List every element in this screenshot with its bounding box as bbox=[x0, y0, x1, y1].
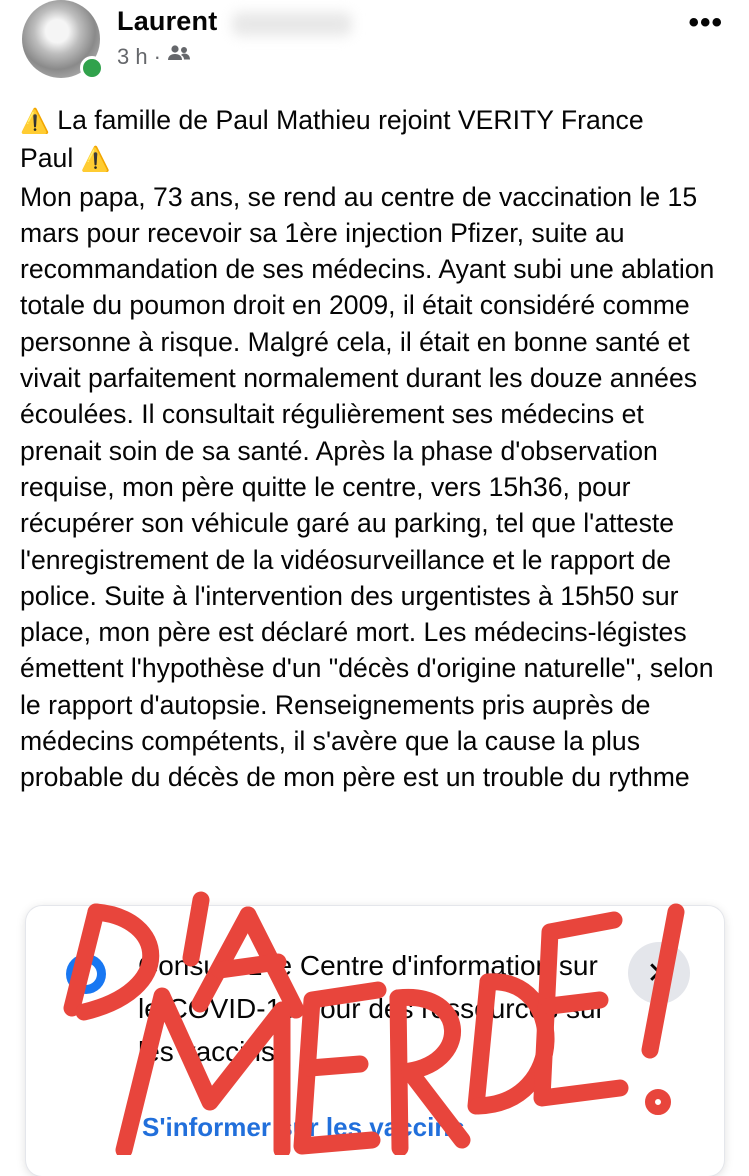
post-time[interactable]: 3 h bbox=[117, 44, 148, 69]
online-status-dot bbox=[80, 56, 104, 80]
more-options-button[interactable]: ••• bbox=[688, 6, 723, 39]
meta-separator: · bbox=[153, 44, 161, 69]
info-icon bbox=[66, 954, 106, 994]
post-subline-line bbox=[20, 140, 732, 178]
post-body: Mon papa, 73 ans, se rend au centre de vaccination le 15 mars pour recevoir sa 1ère injection Pfizer, suite au recommandation de ses médecins. Ayant subi une ablation totale du poumon droit en 2009, il était considéré comme personne à risque. Malgré cela, il était en bonne santé et vivait parfaitement normalement durant les douze années écoulées. Il consultait régulièrement ses médecins et prenait soin de sa santé. Après la phase d'observation requise, mon père quitte le centre, vers 15h36, pour récupérer son véhicule garé au parking, tel que l'atteste l'enregistrement de la vidéosurveillance et le rapport de police. Suite à l'intervention des urgentistes à 15h50 sur place, mon père est déclaré mort. Les médecins-légistes émettent l'hypothèse d'un "décès d'origine naturelle", selon le rapport d'autopsie. Renseignements pris auprès de médecins compétents, il s'avère que la cause la plus probable du décès de mon père est un trouble du rythme bbox=[20, 181, 715, 793]
close-button[interactable] bbox=[628, 942, 690, 1004]
friends-icon[interactable] bbox=[167, 44, 191, 70]
warning-icon: ⚠️ bbox=[80, 146, 111, 174]
redacted-surname bbox=[232, 12, 352, 36]
post-meta bbox=[117, 44, 191, 70]
vaccine-info-link[interactable]: S'informer sur les vaccins bbox=[142, 1112, 465, 1142]
info-card-text: Consultez le Centre d'information sur le COVID-19 pour des ressources sur les vaccins bbox=[138, 950, 605, 1067]
close-icon: ✕ bbox=[646, 956, 672, 990]
post-text bbox=[20, 102, 732, 796]
post-headline-line bbox=[20, 102, 732, 140]
author-name[interactable]: Laurent bbox=[117, 6, 218, 36]
warning-icon: ⚠️ bbox=[20, 108, 50, 135]
post-headline: La famille de Paul Mathieu rejoint VERITY France bbox=[57, 105, 644, 135]
post-subline: Paul bbox=[20, 143, 74, 174]
covid-info-card[interactable] bbox=[26, 906, 724, 1176]
post-header bbox=[0, 0, 749, 100]
